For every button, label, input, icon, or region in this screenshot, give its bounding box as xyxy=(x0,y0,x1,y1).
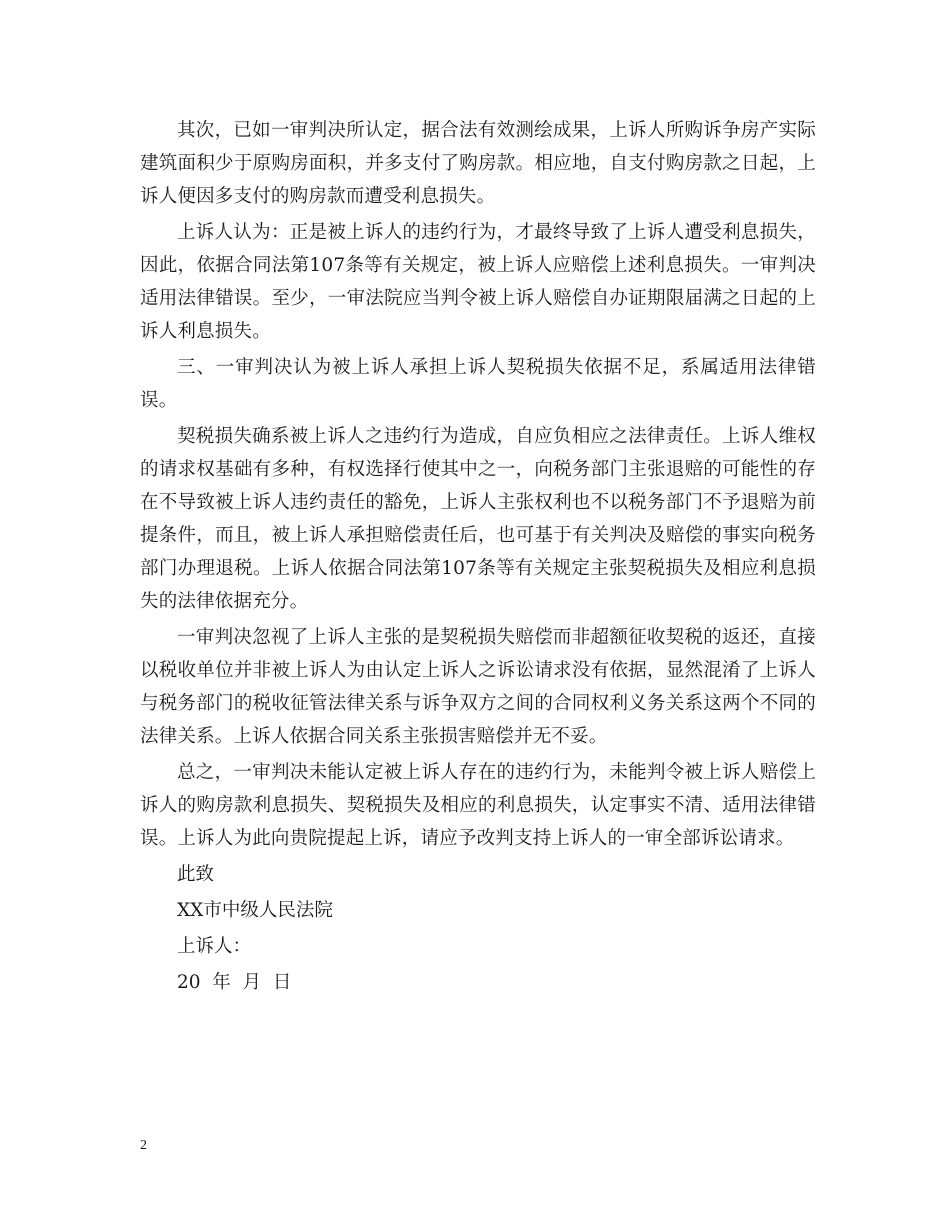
closing-salutation: 此致 xyxy=(177,864,215,885)
closing-appellant-label: 上诉人： xyxy=(177,936,252,957)
paragraph-interest-loss: 其次，已如一审判决所认定，据合法有效测绘成果，上诉人所购诉争房产实际建筑面积少于原购房面积，并多支付了购房款。相应地，自支付购房款之日起，上诉人便因多支付的购房款而遭受利息损失。 xyxy=(140,120,816,207)
paragraph-section-three-heading: 三、一审判决认为被上诉人承担上诉人契税损失依据不足，系属适用法律错误。 xyxy=(140,357,816,411)
closing-court-name: XX市中级人民法院 xyxy=(177,900,333,921)
document-body xyxy=(140,114,816,1002)
paragraph-first-instance-error: 一审判决忽视了上诉人主张的是契税损失赔偿而非超额征收契税的返还，直接以税收单位并非被上诉人为由认定上诉人之诉讼请求没有依据，显然混淆了上诉人与税务部门的税收征管法律关系与诉争双方之间的合同权利义务关系这两个不同的法律关系。上诉人依据合同关系主张损害赔偿并无不妥。 xyxy=(140,627,816,747)
paragraph-appellant-opinion: 上诉人认为：正是被上诉人的违约行为，才最终导致了上诉人遭受利息损失，因此，依据合同法第107条等有关规定，被上诉人应赔偿上述利息损失。一审判决适用法律错误。至少，一审法院应当判令被上诉人赔偿自办证期限届满之日起的上诉人利息损失。 xyxy=(140,222,816,342)
paragraph-conclusion: 总之，一审判决未能认定被上诉人存在的违约行为，未能判令被上诉人赔偿上诉人的购房款利息损失、契税损失及相应的利息损失，认定事实不清、适用法律错误。上诉人为此向贵院提起上诉，请应予改判支持上诉人的一审全部诉讼请求。 xyxy=(140,762,816,849)
page-number: 2 xyxy=(140,1138,147,1153)
paragraph-deed-tax-liability: 契税损失确系被上诉人之违约行为造成，自应负相应之法律责任。上诉人维权的请求权基础有多种，有权选择行使其中之一，向税务部门主张退赔的可能性的存在不导致被上诉人违约责任的豁免，上诉人主张权利也不以税务部门不予退赔为前提条件，而且，被上诉人承担赔偿责任后，也可基于有关判决及赔偿的事实向税务部门办理退税。上诉人依据合同法第107条等有关规定主张契税损失及相应利息损失的法律依据充分。 xyxy=(140,426,816,612)
closing-date: 20 年 月 日 xyxy=(177,972,292,993)
